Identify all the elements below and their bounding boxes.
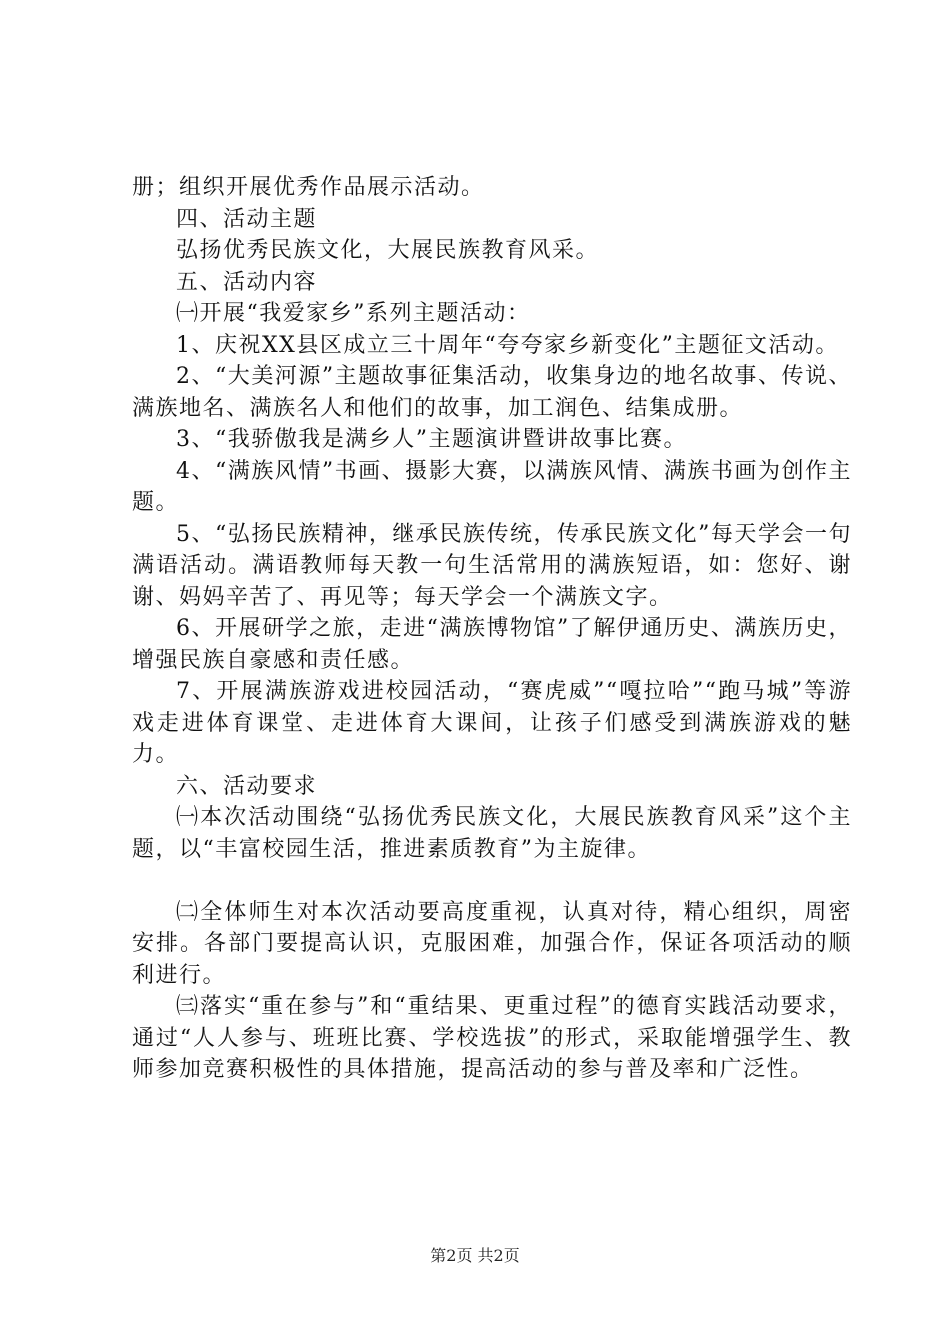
requirement-item-1: ㈠本次活动围绕“弘扬优秀民族文化，大展民族教育风采”这个主题，以“丰富校园生活，推进素质教育”为主旋律。 bbox=[132, 805, 852, 862]
section-heading-theme: 四、活动主题 bbox=[176, 206, 318, 232]
content-subheading-1: ㈠开展“我爱家乡”系列主题活动： bbox=[176, 301, 531, 326]
document-body bbox=[132, 172, 852, 1086]
content-item-1: 1、庆祝XX县区成立三十周年“夸夸家乡新变化”主题征文活动。 bbox=[176, 332, 839, 358]
paragraph-continuation: 册；组织开展优秀作品展示活动。 bbox=[132, 175, 485, 200]
page-footer: 第2页 共2页 bbox=[430, 1246, 520, 1265]
content-item-5: 5、“弘扬民族精神，继承民族传统，传承民族文化”每天学会一句满语活动。满语教师每天教一句生活常用的满族短语，如：您好、谢谢、妈妈辛苦了、再见等；每天学会一个满族文字。 bbox=[132, 521, 852, 610]
content-item-6: 6、开展研学之旅，走进“满族博物馆”了解伊通历史、满族历史，增强民族自豪感和责任感。 bbox=[132, 616, 852, 673]
requirement-item-3: ㈢落实“重在参与”和“重结果、更重过程”的德育实践活动要求，通过“人人参与、班班比赛、学校选拔”的形式，采取能增强学生、教师参加竞赛积极性的具体措施，提高活动的参与普及率和广泛性。 bbox=[132, 994, 852, 1082]
content-item-3: 3、“我骄傲我是满乡人”主题演讲暨讲故事比赛。 bbox=[176, 427, 687, 452]
content-item-7: 7、开展满族游戏进校园活动，“赛虎威”“嘎拉哈”“跑马城”等游戏走进体育课堂、走进体育大课间，让孩子们感受到满族游戏的魅力。 bbox=[132, 679, 852, 767]
requirement-item-2: ㈡全体师生对本次活动要高度重视，认真对待，精心组织，周密安排。各部门要提高认识，克服困难，加强合作，保证各项活动的顺利进行。 bbox=[132, 899, 852, 988]
theme-text: 弘扬优秀民族文化，大展民族教育风采。 bbox=[176, 238, 600, 263]
section-heading-requirements: 六、活动要求 bbox=[176, 773, 318, 799]
section-heading-content: 五、活动内容 bbox=[176, 269, 318, 295]
content-item-2: 2、“大美河源”主题故事征集活动，收集身边的地名故事、传说、满族地名、满族名人和他们的故事，加工润色、结集成册。 bbox=[132, 364, 852, 421]
content-item-4: 4、“满族风情”书画、摄影大赛，以满族风情、满族书画为创作主题。 bbox=[132, 458, 852, 515]
